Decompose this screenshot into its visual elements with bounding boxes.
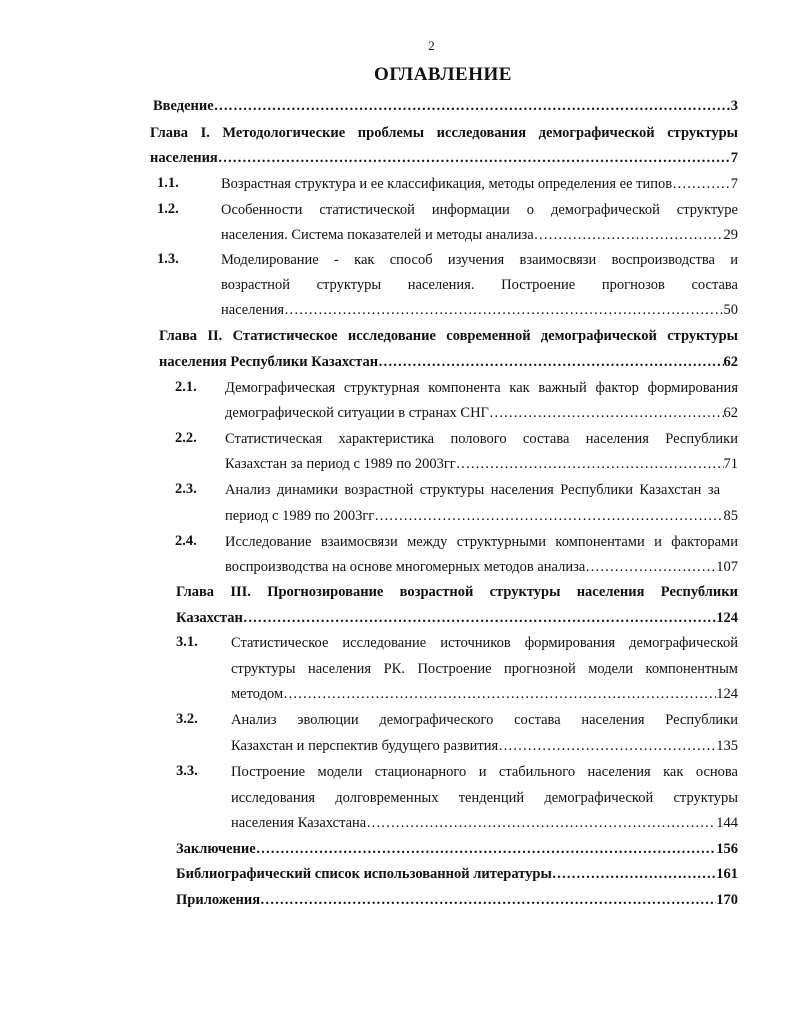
toc-section-3-1-cont[interactable] (231, 660, 738, 678)
toc-section-1-2-cont[interactable] (221, 226, 738, 244)
toc-section-page: 7 (730, 176, 738, 192)
toc-chapter-1-title: Глава I. Методологические проблемы исследования демографической структуры (150, 125, 738, 141)
toc-section-3-2-cont[interactable] (231, 737, 738, 755)
toc-section-1-1[interactable] (221, 175, 738, 193)
toc-section-text: Статистическая характеристика полового состава населения Республики (225, 431, 738, 447)
toc-chapter-2-page: 62 (723, 354, 738, 370)
toc-section-page: 144 (716, 815, 738, 831)
toc-section-page: 124 (716, 686, 738, 702)
toc-chapter-1-cont[interactable] (150, 149, 738, 167)
toc-section-2-4-cont[interactable] (225, 558, 738, 576)
toc-section-text: Статистическое исследование источников формирования демографической (231, 635, 738, 651)
toc-chapter-3[interactable] (176, 583, 738, 601)
toc-section-number: 3.3. (176, 763, 198, 779)
toc-section-text: воспроизводства на основе многомерных методов анализа (225, 559, 586, 575)
toc-section-text: исследования долговременных тенденций демографической структуры (231, 790, 738, 806)
toc-section-text: Возрастная структура и ее классификация, методы определения ее типов (221, 176, 673, 192)
toc-section-2-3[interactable] (225, 481, 720, 499)
toc-section-text: Казахстан и перспектив будущего развития (231, 738, 499, 754)
toc-section-number: 1.1. (157, 175, 179, 191)
toc-chapter-3-title: Глава III. Прогнозирование возрастной структуры населения Республики (176, 584, 738, 600)
toc-section-number: 2.1. (175, 379, 197, 395)
toc-section-text: Исследование взаимосвязи между структурными компонентами и факторами (225, 534, 738, 550)
toc-section-page: 135 (716, 738, 738, 754)
toc-section-page: 62 (723, 405, 738, 421)
toc-section-number: 3.2. (176, 711, 198, 727)
toc-section-3-3-end[interactable] (231, 814, 738, 832)
toc-bibliography-label: Библиографический список использованной литературы (176, 866, 552, 882)
toc-bibliography[interactable] (176, 865, 738, 883)
toc-conclusion-page: 156 (716, 841, 738, 857)
toc-section-number: 1.3. (157, 251, 179, 267)
toc-chapter-2-title: Глава II. Статистическое исследование современной демографической структуры (159, 328, 738, 344)
toc-section-3-2[interactable] (231, 711, 738, 729)
toc-bibliography-page: 161 (716, 866, 738, 882)
toc-section-text: Анализ динамики возрастной структуры населения Республики Казахстан за (225, 482, 720, 498)
toc-section-2-2[interactable] (225, 430, 738, 448)
toc-section-1-3-cont[interactable] (221, 276, 738, 294)
toc-section-page: 85 (723, 508, 738, 524)
toc-section-2-1-cont[interactable] (225, 404, 738, 422)
toc-chapter-1-page: 7 (730, 150, 738, 166)
toc-section-text: период с 1989 по 2003гг (225, 508, 375, 524)
toc-section-text: Построение модели стационарного и стабильного населения как основа (231, 764, 738, 780)
toc-section-3-1[interactable] (231, 634, 738, 652)
toc-section-1-2[interactable] (221, 201, 738, 219)
toc-chapter-2-title-end: населения Республики Казахстан (159, 354, 379, 370)
toc-section-3-3[interactable] (231, 763, 738, 781)
page-number: 2 (428, 38, 435, 53)
toc-section-text: возрастной структуры населения. Построение прогнозов состава (221, 277, 738, 293)
toc-section-text: Демографическая структурная компонента как важный фактор формирования (225, 380, 738, 396)
toc-section-number: 2.3. (175, 481, 197, 497)
toc-section-page: 107 (716, 559, 738, 575)
toc-section-2-3-cont[interactable] (225, 507, 738, 525)
toc-section-3-1-end[interactable] (231, 685, 738, 703)
toc-appendices[interactable] (176, 891, 738, 909)
toc-appendices-page: 170 (716, 892, 738, 908)
page-title: ОГЛАВЛЕНИЕ (374, 64, 512, 85)
toc-section-2-4[interactable] (225, 533, 738, 551)
toc-section-text: Моделирование - как способ изучения взаимосвязи воспроизводства и (221, 252, 738, 268)
toc-chapter-3-cont[interactable] (176, 609, 738, 627)
toc-section-text: Анализ эволюции демографического состава населения Республики (231, 712, 738, 728)
toc-intro[interactable] (153, 97, 738, 115)
toc-chapter-3-title-end: Казахстан (176, 610, 243, 626)
toc-intro-label: Введение (153, 98, 214, 114)
toc-chapter-2[interactable] (159, 327, 738, 345)
toc-section-text: демографической ситуации в странах СНГ (225, 405, 489, 421)
toc-section-text: Казахстан за период с 1989 по 2003гг (225, 456, 456, 472)
toc-section-text: населения (221, 302, 285, 318)
toc-section-2-2-cont[interactable] (225, 455, 738, 473)
toc-section-2-1[interactable] (225, 379, 738, 397)
toc-section-1-3-end[interactable] (221, 301, 738, 319)
toc-section-3-3-cont[interactable] (231, 789, 738, 807)
toc-chapter-1-title-end: населения (150, 150, 218, 166)
toc-section-page: 29 (723, 227, 738, 243)
toc-section-text: населения Казахстана (231, 815, 367, 831)
toc-section-page: 71 (723, 456, 738, 472)
toc-section-number: 3.1. (176, 634, 198, 650)
toc-chapter-3-page: 124 (716, 610, 738, 626)
toc-chapter-2-cont[interactable] (159, 353, 738, 371)
toc-section-text: населения. Система показателей и методы анализа (221, 227, 534, 243)
toc-section-number: 1.2. (157, 201, 179, 217)
toc-appendices-label: Приложения (176, 892, 261, 908)
toc-section-1-3[interactable] (221, 251, 738, 269)
toc-section-text: структуры населения РК. Построение прогнозной модели компонентным (231, 661, 738, 677)
toc-section-number: 2.2. (175, 430, 197, 446)
toc-section-text: методом (231, 686, 284, 702)
toc-section-number: 2.4. (175, 533, 197, 549)
toc-section-page: 50 (723, 302, 738, 318)
toc-conclusion[interactable] (176, 840, 738, 858)
toc-chapter-1[interactable] (150, 124, 738, 142)
toc-section-text: Особенности статистической информации о демографической структуре (221, 202, 738, 218)
toc-intro-page: 3 (730, 98, 738, 114)
toc-conclusion-label: Заключение (176, 841, 256, 857)
